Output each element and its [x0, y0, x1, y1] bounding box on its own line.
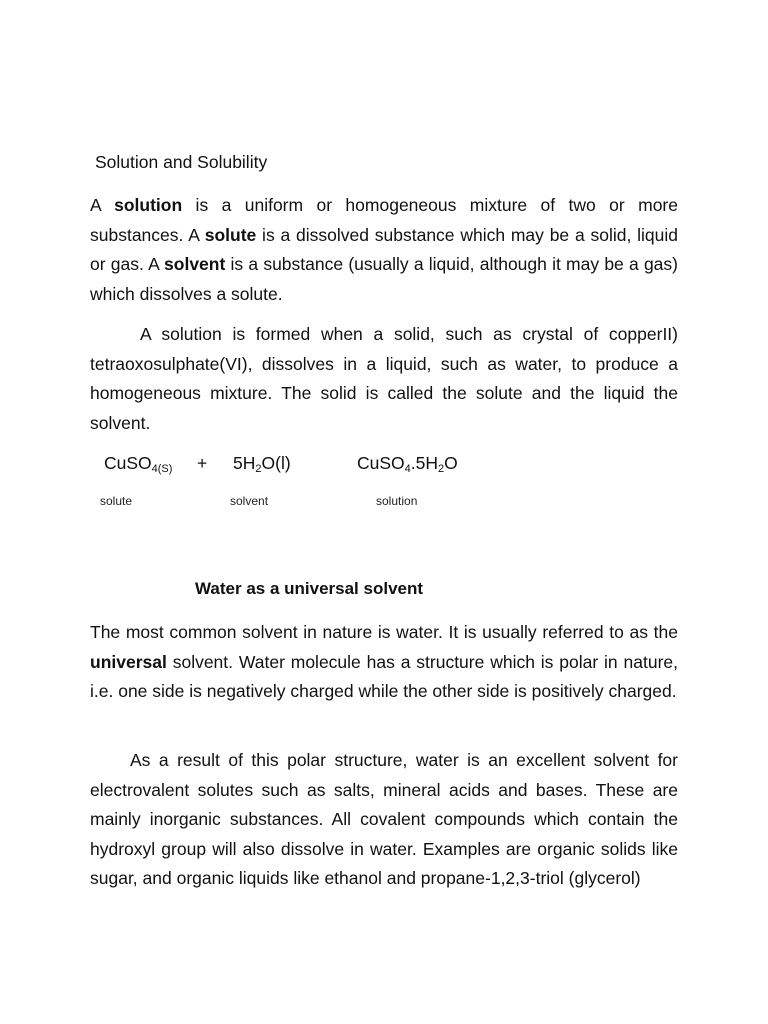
- text: A: [90, 195, 115, 215]
- bold-term-universal: universal: [90, 651, 167, 672]
- equation-term-cuso4: CuSO$_{4(S)}$: [104, 453, 173, 475]
- paragraph-solution-formation: A solution is formed when a solid, such as crystal of copperII) tetraoxosulphate(VI), dissolves in a liquid, such as water, to produce a homogeneous mixture. The solid is called the solute and the liquid the solvent.: [90, 324, 678, 433]
- bold-term-solvent: solvent: [164, 254, 226, 274]
- label-solvent: solvent: [230, 494, 269, 508]
- section-title: Solution and Solubility: [95, 152, 268, 172]
- equation-term-water: $5H_2O(l)$: [233, 453, 291, 475]
- paragraph-definitions: [90, 191, 678, 309]
- text: solvent. Water molecule has a structure which is polar in nature, i.e. one side is negatively charged while the other side is positively charged.: [90, 651, 678, 701]
- text: is a uniform or homogeneous mixture of two or more substances. A: [90, 195, 678, 245]
- label-solution: solution: [376, 494, 418, 508]
- paragraph-universal-solvent: [90, 618, 678, 707]
- label-solute: solute: [100, 494, 133, 508]
- subsection-title: Water as a universal solvent: [195, 579, 424, 598]
- equation-plus: +: [197, 453, 208, 473]
- bold-term-solution: solution: [114, 195, 183, 215]
- text: is a dissolved substance which may be a solid, liquid or gas. A: [90, 224, 678, 274]
- text: is a substance (usually a liquid, although it may be a gas) which dissolves a solute.: [90, 254, 678, 304]
- equation-term-product: $CuSO_4.5H_2O$: [357, 453, 458, 475]
- text: The most common solvent in nature is water. It is usually referred to as the: [90, 622, 678, 642]
- paragraph-polar-structure: As a result of this polar structure, water is an excellent solvent for electrovalent solutes such as salts, mineral acids and bases. These are mainly inorganic substances. All covalent compounds which contain the hydroxyl group will also dissolve in water. Examples are organic solids like sugar, and organic liquids like ethanol and propane-1,2,3-triol (glycerol): [90, 750, 678, 888]
- bold-term-solute: solute: [204, 224, 257, 245]
